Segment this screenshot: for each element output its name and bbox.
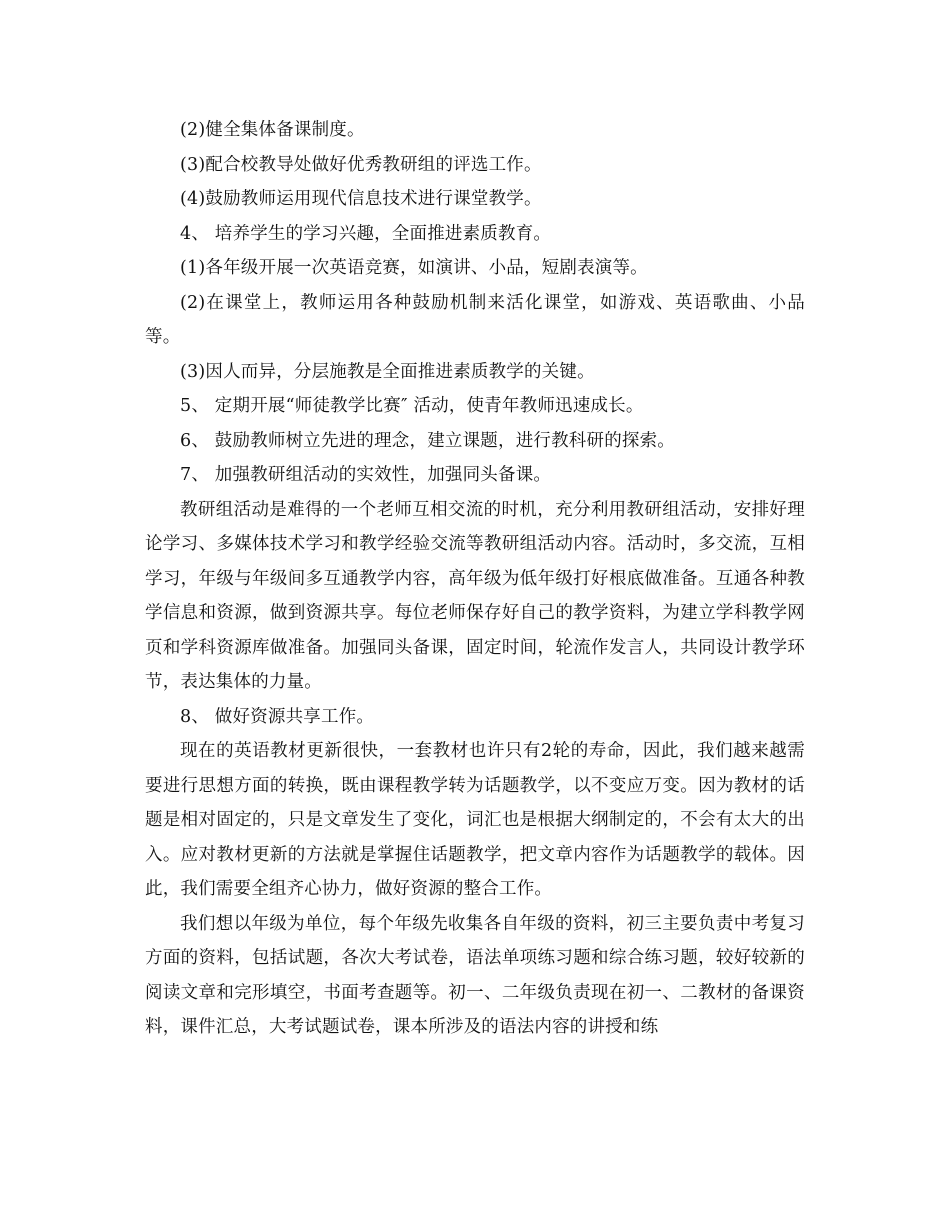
paragraph-body-8a: 现在的英语教材更新很快，一套教材也许只有2轮的寿命，因此，我们越来越需要进行思想方面的转换，既由课程教学转为话题教学，以不变应万变。因为教材的话题是相对固定的，只是文章发生了变化，词汇也是根据大纲制定的，不会有太大的出入。应对教材更新的方法就是掌握住话题教学，把文章内容作为话题教学的载体。因此，我们需要全组齐心协力，做好资源的整合工作。 bbox=[145, 741, 805, 899]
document-body bbox=[145, 113, 805, 1045]
paragraph-body-7: 教研组活动是难得的一个老师互相交流的时机，充分利用教研组活动，安排好理论学习、多媒体技术学习和教学经验交流等教研组活动内容。活动时，多交流，互相学习，年级与年级间多互通教学内容，高年级为低年级打好根底做准备。互通各种教学信息和资源，做到资源共享。每位老师保存好自己的教学资料，为建立学科教学网页和学科资源库做准备。加强同头备课，固定时间，轮流作发言人，共同设计教学环节，表达集体的力量。 bbox=[145, 499, 805, 692]
paragraph-item-3-4: (3)因人而异，分层施教是全面推进素质教学的关键。 bbox=[180, 361, 595, 382]
paragraph-item-4-1: (4)鼓励教师运用现代信息技术进行课堂教学。 bbox=[180, 189, 542, 209]
section-heading-4: 4、 培养学生的学习兴趣，全面推进素质教育。 bbox=[180, 223, 552, 244]
section-heading-5: 5、 定期开展“师徒教学比赛″ 活动，使青年教师迅速成长。 bbox=[180, 396, 644, 416]
section-heading-8: 8、 做好资源共享工作。 bbox=[180, 706, 375, 727]
section-heading-7: 7、 加强教研组活动的实效性，加强同头备课。 bbox=[180, 465, 552, 485]
section-heading-6: 6、 鼓励教师树立先进的理念，建立课题，进行教科研的探索。 bbox=[180, 430, 675, 451]
paragraph-item-2-1: (2)健全集体备课制度。 bbox=[180, 120, 365, 140]
paragraph-item-3-1: (3)配合校教导处做好优秀教研组的评选工作。 bbox=[180, 154, 542, 175]
paragraph-item-2-4: (2)在课堂上，教师运用各种鼓励机制来活化课堂，如游戏、英语歌曲、小品等。 bbox=[145, 292, 805, 347]
paragraph-item-1-4: (1)各年级开展一次英语竞赛，如演讲、小品，短剧表演等。 bbox=[180, 258, 648, 278]
paragraph-body-8b: 我们想以年级为单位，每个年级先收集各自年级的资料，初三主要负责中考复习方面的资料，包括试题，各次大考试卷，语法单项练习题和综合练习题，较好较新的阅读文章和完形填空，书面考查题等。初一、二年级负责现在初一、二教材的备课资料，课件汇总，大考试题试卷，课本所涉及的语法内容的讲授和练 bbox=[145, 913, 805, 1037]
